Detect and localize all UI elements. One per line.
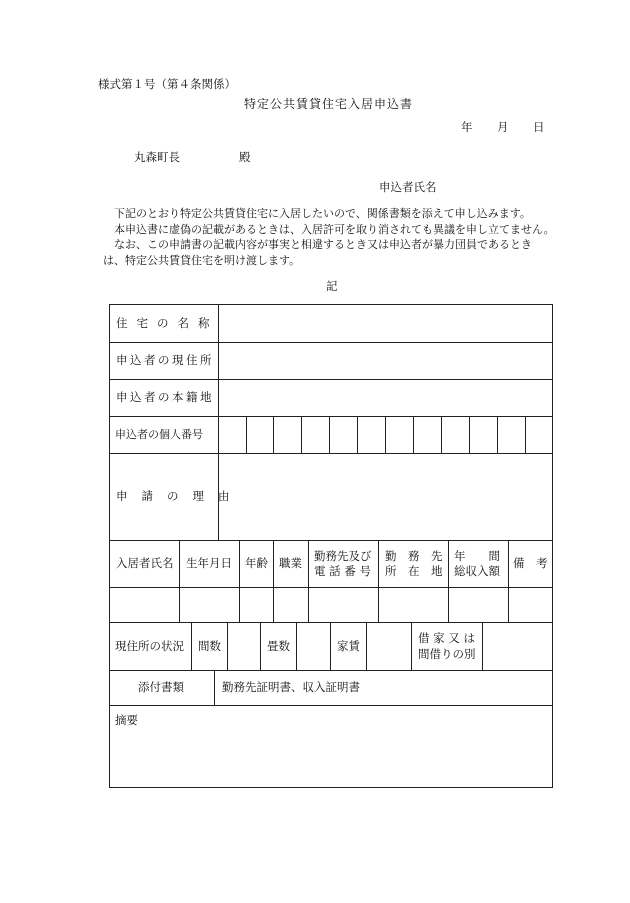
age-header: 年齢 bbox=[245, 556, 268, 570]
rooms-field[interactable] bbox=[228, 623, 261, 670]
rooms-label: 間数 bbox=[198, 639, 221, 653]
label-cell bbox=[110, 671, 215, 705]
date-year: 年 bbox=[461, 120, 473, 134]
remarks-field[interactable] bbox=[509, 588, 552, 622]
label-cell bbox=[110, 623, 192, 670]
annual-income-header-1: 年 間 bbox=[454, 549, 500, 563]
employer-address-field[interactable] bbox=[379, 588, 449, 622]
tatami-field[interactable] bbox=[297, 623, 331, 670]
header-cell bbox=[449, 541, 509, 587]
reason-label: 申請の理由 bbox=[116, 489, 244, 503]
header-cell bbox=[240, 541, 274, 587]
declaration-paragraph-3-cont: は、特定公共賃貸住宅を明け渡します。 bbox=[103, 253, 301, 267]
label-cell bbox=[110, 380, 219, 416]
declaration-paragraph-3: なお、この申請書の記載内容が事実と相違するとき又は申込者が暴力団員であるとき bbox=[114, 238, 532, 251]
date-month: 月 bbox=[497, 120, 509, 134]
age-field[interactable] bbox=[240, 588, 274, 622]
resident-name-header: 入居者氏名 bbox=[116, 556, 174, 570]
digit-box[interactable] bbox=[274, 417, 302, 453]
row-attachments bbox=[110, 671, 552, 706]
header-cell bbox=[509, 541, 552, 587]
attachments-value: 勤務先証明書、収入証明書 bbox=[222, 680, 360, 694]
resident-name-field[interactable] bbox=[110, 588, 180, 622]
digit-box[interactable] bbox=[498, 417, 526, 453]
rent-field[interactable] bbox=[367, 623, 412, 670]
form-title: 特定公共賃貸住宅入居申込書 bbox=[244, 97, 414, 111]
rental-type-field[interactable] bbox=[483, 623, 552, 670]
digit-box[interactable] bbox=[386, 417, 414, 453]
date-day: 日 bbox=[533, 120, 545, 134]
digit-box[interactable] bbox=[442, 417, 470, 453]
employer-address-header-2: 所 在 地 bbox=[385, 564, 443, 578]
header-cell bbox=[309, 541, 379, 587]
current-address-label: 申込者の現住所 bbox=[116, 353, 214, 367]
reason-field[interactable] bbox=[220, 454, 552, 540]
declaration-paragraph-2: 本申込書に虚偽の記載があるときは、入居許可を取り消されても異議を申し立てません。 bbox=[114, 222, 555, 236]
rent-label: 家賃 bbox=[337, 639, 360, 653]
annual-income-field[interactable] bbox=[449, 588, 509, 622]
digit-box[interactable] bbox=[247, 417, 274, 453]
registered-domicile-field[interactable] bbox=[220, 380, 552, 416]
row-reason bbox=[110, 454, 552, 541]
digit-box[interactable] bbox=[330, 417, 358, 453]
digit-box[interactable] bbox=[302, 417, 330, 453]
header-cell bbox=[180, 541, 240, 587]
birthdate-field[interactable] bbox=[180, 588, 240, 622]
label-cell bbox=[192, 623, 228, 670]
rental-type-label-1: 借 家 又 は bbox=[418, 631, 475, 645]
digit-box[interactable] bbox=[470, 417, 498, 453]
occupation-header: 職業 bbox=[279, 556, 302, 570]
employer-address-header-1: 勤 務 先 bbox=[385, 549, 443, 563]
header-cell bbox=[110, 541, 180, 587]
label-cell bbox=[110, 417, 219, 453]
label-cell bbox=[110, 343, 219, 379]
employer-phone-header-2: 電 話 番 号 bbox=[314, 564, 371, 578]
remarks-header: 備 考 bbox=[513, 556, 548, 570]
label-cell bbox=[110, 454, 244, 540]
label-cell bbox=[110, 305, 219, 342]
label-cell bbox=[261, 623, 297, 670]
declaration-text bbox=[103, 206, 568, 268]
employer-phone-header-1: 勤務先及び bbox=[314, 549, 372, 563]
personal-number-label: 申込者の個人番号 bbox=[115, 428, 203, 441]
digit-box[interactable] bbox=[414, 417, 442, 453]
birthdate-header: 生年月日 bbox=[186, 556, 232, 570]
label-cell bbox=[412, 623, 483, 670]
row-current-address bbox=[110, 343, 552, 380]
header-cell bbox=[379, 541, 449, 587]
row-resident-entry bbox=[110, 588, 552, 623]
digit-box[interactable] bbox=[219, 417, 247, 453]
row-resident-headers bbox=[110, 541, 552, 588]
current-address-field[interactable] bbox=[220, 343, 552, 379]
row-housing-name bbox=[110, 305, 552, 343]
row-summary bbox=[110, 706, 552, 787]
application-table bbox=[109, 304, 553, 788]
addressee-honorific: 殿 bbox=[239, 150, 251, 164]
digit-box[interactable] bbox=[358, 417, 386, 453]
ki-heading: 記 bbox=[326, 279, 338, 293]
occupation-field[interactable] bbox=[274, 588, 309, 622]
current-status-label: 現住所の状況 bbox=[115, 639, 184, 653]
addressee-name: 丸森町長 bbox=[134, 150, 180, 164]
row-current-status bbox=[110, 623, 552, 671]
row-registered-domicile bbox=[110, 380, 552, 417]
form-number: 様式第１号（第４条関係） bbox=[98, 77, 236, 91]
employer-phone-field[interactable] bbox=[309, 588, 379, 622]
annual-income-header-2: 総収入額 bbox=[454, 564, 500, 578]
attachments-label: 添付書類 bbox=[138, 680, 184, 694]
housing-name-field[interactable] bbox=[220, 305, 552, 342]
header-cell bbox=[274, 541, 309, 587]
housing-name-label: 住宅の名称 bbox=[116, 316, 219, 330]
registered-domicile-label: 申込者の本籍地 bbox=[116, 390, 214, 404]
rental-type-label-2: 間借りの別 bbox=[418, 647, 476, 661]
applicant-name-label: 申込者氏名 bbox=[379, 180, 437, 194]
summary-field[interactable] bbox=[110, 730, 552, 787]
digit-box[interactable] bbox=[526, 417, 552, 453]
row-personal-number bbox=[110, 417, 552, 454]
tatami-label: 畳数 bbox=[267, 639, 290, 653]
summary-label: 摘要 bbox=[115, 713, 138, 727]
declaration-paragraph-1: 下記のとおり特定公共賃貸住宅に入居したいので、関係書類を添えて申し込みます。 bbox=[114, 207, 531, 220]
label-cell bbox=[331, 623, 367, 670]
